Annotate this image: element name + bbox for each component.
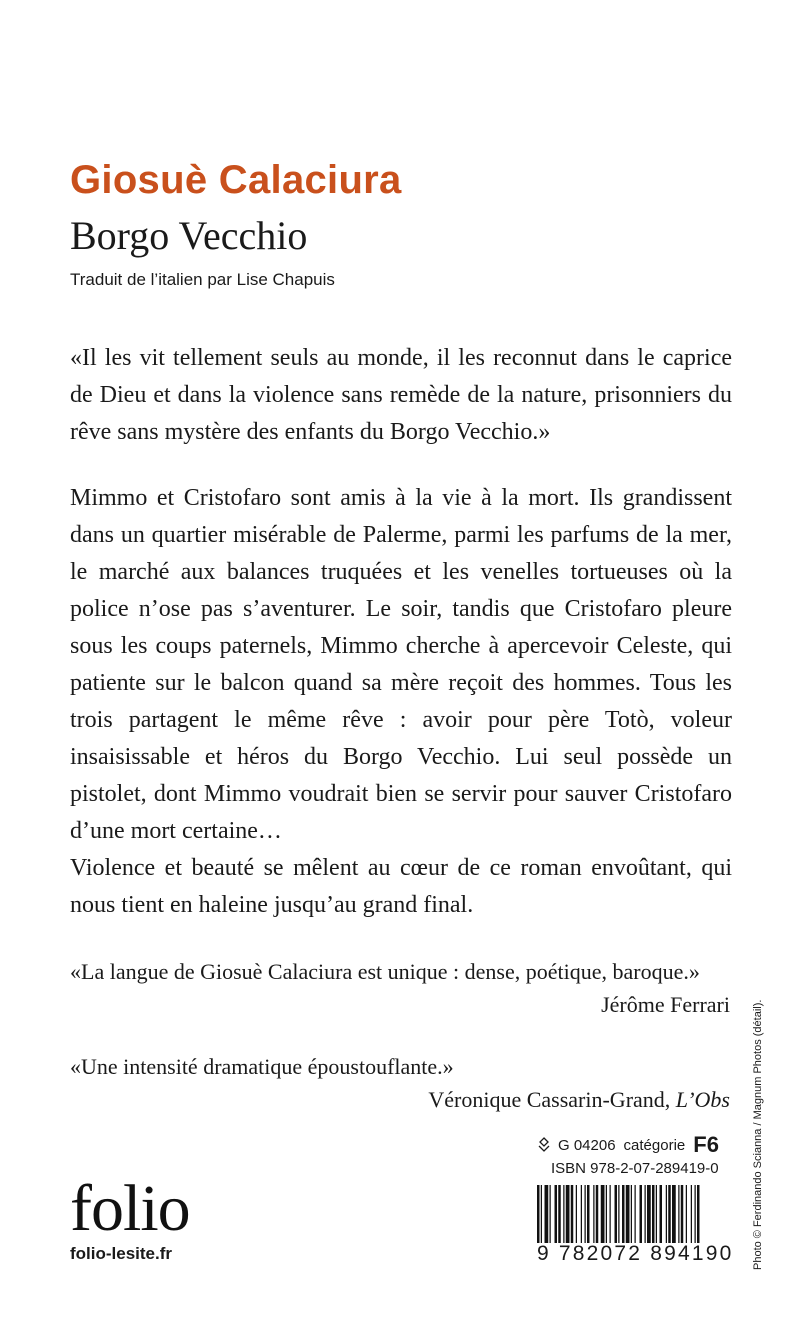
barcode-bar: [678, 1185, 679, 1243]
barcode-bar: [635, 1185, 636, 1243]
barcode-bar: [652, 1185, 655, 1243]
synopsis: [70, 480, 732, 924]
book-title: Borgo Vecchio: [70, 213, 308, 258]
lead-quote: «Il les vit tellement seuls au monde, il les reconnut dans le caprice de Dieu et dans la violence sans remède de la nature, prisonniers du rêve sans mystère des enfants du Borgo Vecchio.»: [70, 345, 732, 445]
barcode-bar: [691, 1185, 692, 1243]
barcode-bar: [681, 1185, 684, 1243]
product-code: G 04206: [558, 1136, 616, 1154]
barcode-bar: [647, 1185, 651, 1243]
barcode-bar: [606, 1185, 607, 1243]
photo-credit: Photo © Ferdinando Scianna / Magnum Photos (détail).: [752, 999, 764, 1270]
publisher-website: folio-lesite.fr: [70, 1244, 173, 1263]
review-text: «La langue de Giosuè Calaciura est unique : dense, poétique, baroque.»: [70, 959, 700, 984]
barcode-bar: [697, 1185, 700, 1243]
publisher-mark-icon: [536, 1137, 552, 1153]
barcode-bar: [645, 1185, 646, 1243]
review-author: Véronique Cassarin-Grand,: [428, 1087, 676, 1112]
author-name: Giosuè Calaciura: [70, 158, 402, 202]
barcode-bar: [566, 1185, 570, 1243]
barcode-bar: [555, 1185, 558, 1243]
barcode-bar: [541, 1185, 542, 1243]
barcode-bar: [622, 1185, 625, 1243]
barcode-bar: [537, 1185, 540, 1243]
barcode-bar: [618, 1185, 619, 1243]
barcode: [537, 1185, 733, 1248]
review-attribution: [70, 1083, 730, 1116]
barcode-bar: [596, 1185, 599, 1243]
barcode-bar: [601, 1185, 605, 1243]
barcode-bar: [672, 1185, 676, 1243]
barcode-bar: [666, 1185, 667, 1243]
barcode-bar: [626, 1185, 630, 1243]
review-text: «Une intensité dramatique époustouflante.»: [70, 1054, 454, 1079]
barcode-bar: [640, 1185, 643, 1243]
barcode-bar: [558, 1185, 561, 1243]
review-quote: [70, 1050, 730, 1116]
synopsis-paragraph: Mimmo et Cristofaro sont amis à la vie à la mort. Ils grandissent dans un quartier misérable de Palerme, parmi les parfums de la mer, le marché aux balances truquées et les venelles tortueuses où la police n’ose pas s’aventurer. Le soir, tandis que Cristofaro pleure sous les coups paternels, Mimmo cherche à apercevoir Celeste, qui patiente sur le balcon quand sa mère reçoit des hommes. Tous les trois partagent le même rêve : avoir pour père Totò, voleur insaisissable et héros du Borgo Vecchio. Lui seul possède un pistolet, dont Mimmo voudrait bien se servir pour sauver Cristofaro d’une mort certaine…: [70, 485, 732, 844]
category-label: catégorie: [623, 1136, 686, 1154]
barcode-bar: [571, 1185, 574, 1243]
barcode-bar: [656, 1185, 657, 1243]
barcode-bar: [545, 1185, 549, 1243]
barcode-bar: [581, 1185, 582, 1243]
translator-credit: Traduit de l’italien par Lise Chapuis: [70, 270, 335, 289]
barcode-digits: 9 782072 894190: [537, 1242, 734, 1265]
barcode-bar: [610, 1185, 611, 1243]
barcode-bar: [668, 1185, 671, 1243]
barcode-bar: [576, 1185, 577, 1243]
barcode-bar: [587, 1185, 590, 1243]
product-code-row: [536, 1132, 719, 1158]
barcode-bar: [550, 1185, 551, 1243]
barcode-bar: [660, 1185, 663, 1243]
category-code: F6: [693, 1132, 719, 1157]
review-publication: L’Obs: [675, 1087, 730, 1112]
barcode-bar: [563, 1185, 564, 1243]
barcode-bars: [537, 1185, 733, 1243]
barcode-bar: [686, 1185, 687, 1243]
barcode-bar: [631, 1185, 632, 1243]
publisher-logo: folio: [70, 1172, 190, 1245]
isbn: ISBN 978-2-07-289419-0: [551, 1160, 719, 1177]
synopsis-paragraph: Violence et beauté se mêlent au cœur de ce roman envoûtant, qui nous tient en haleine jusqu’au grand final.: [70, 855, 732, 918]
review-attribution: Jérôme Ferrari: [601, 992, 730, 1017]
barcode-bar: [615, 1185, 618, 1243]
barcode-bar: [585, 1185, 586, 1243]
barcode-bar: [593, 1185, 594, 1243]
barcode-bar: [695, 1185, 696, 1243]
review-quote: [70, 955, 730, 1021]
